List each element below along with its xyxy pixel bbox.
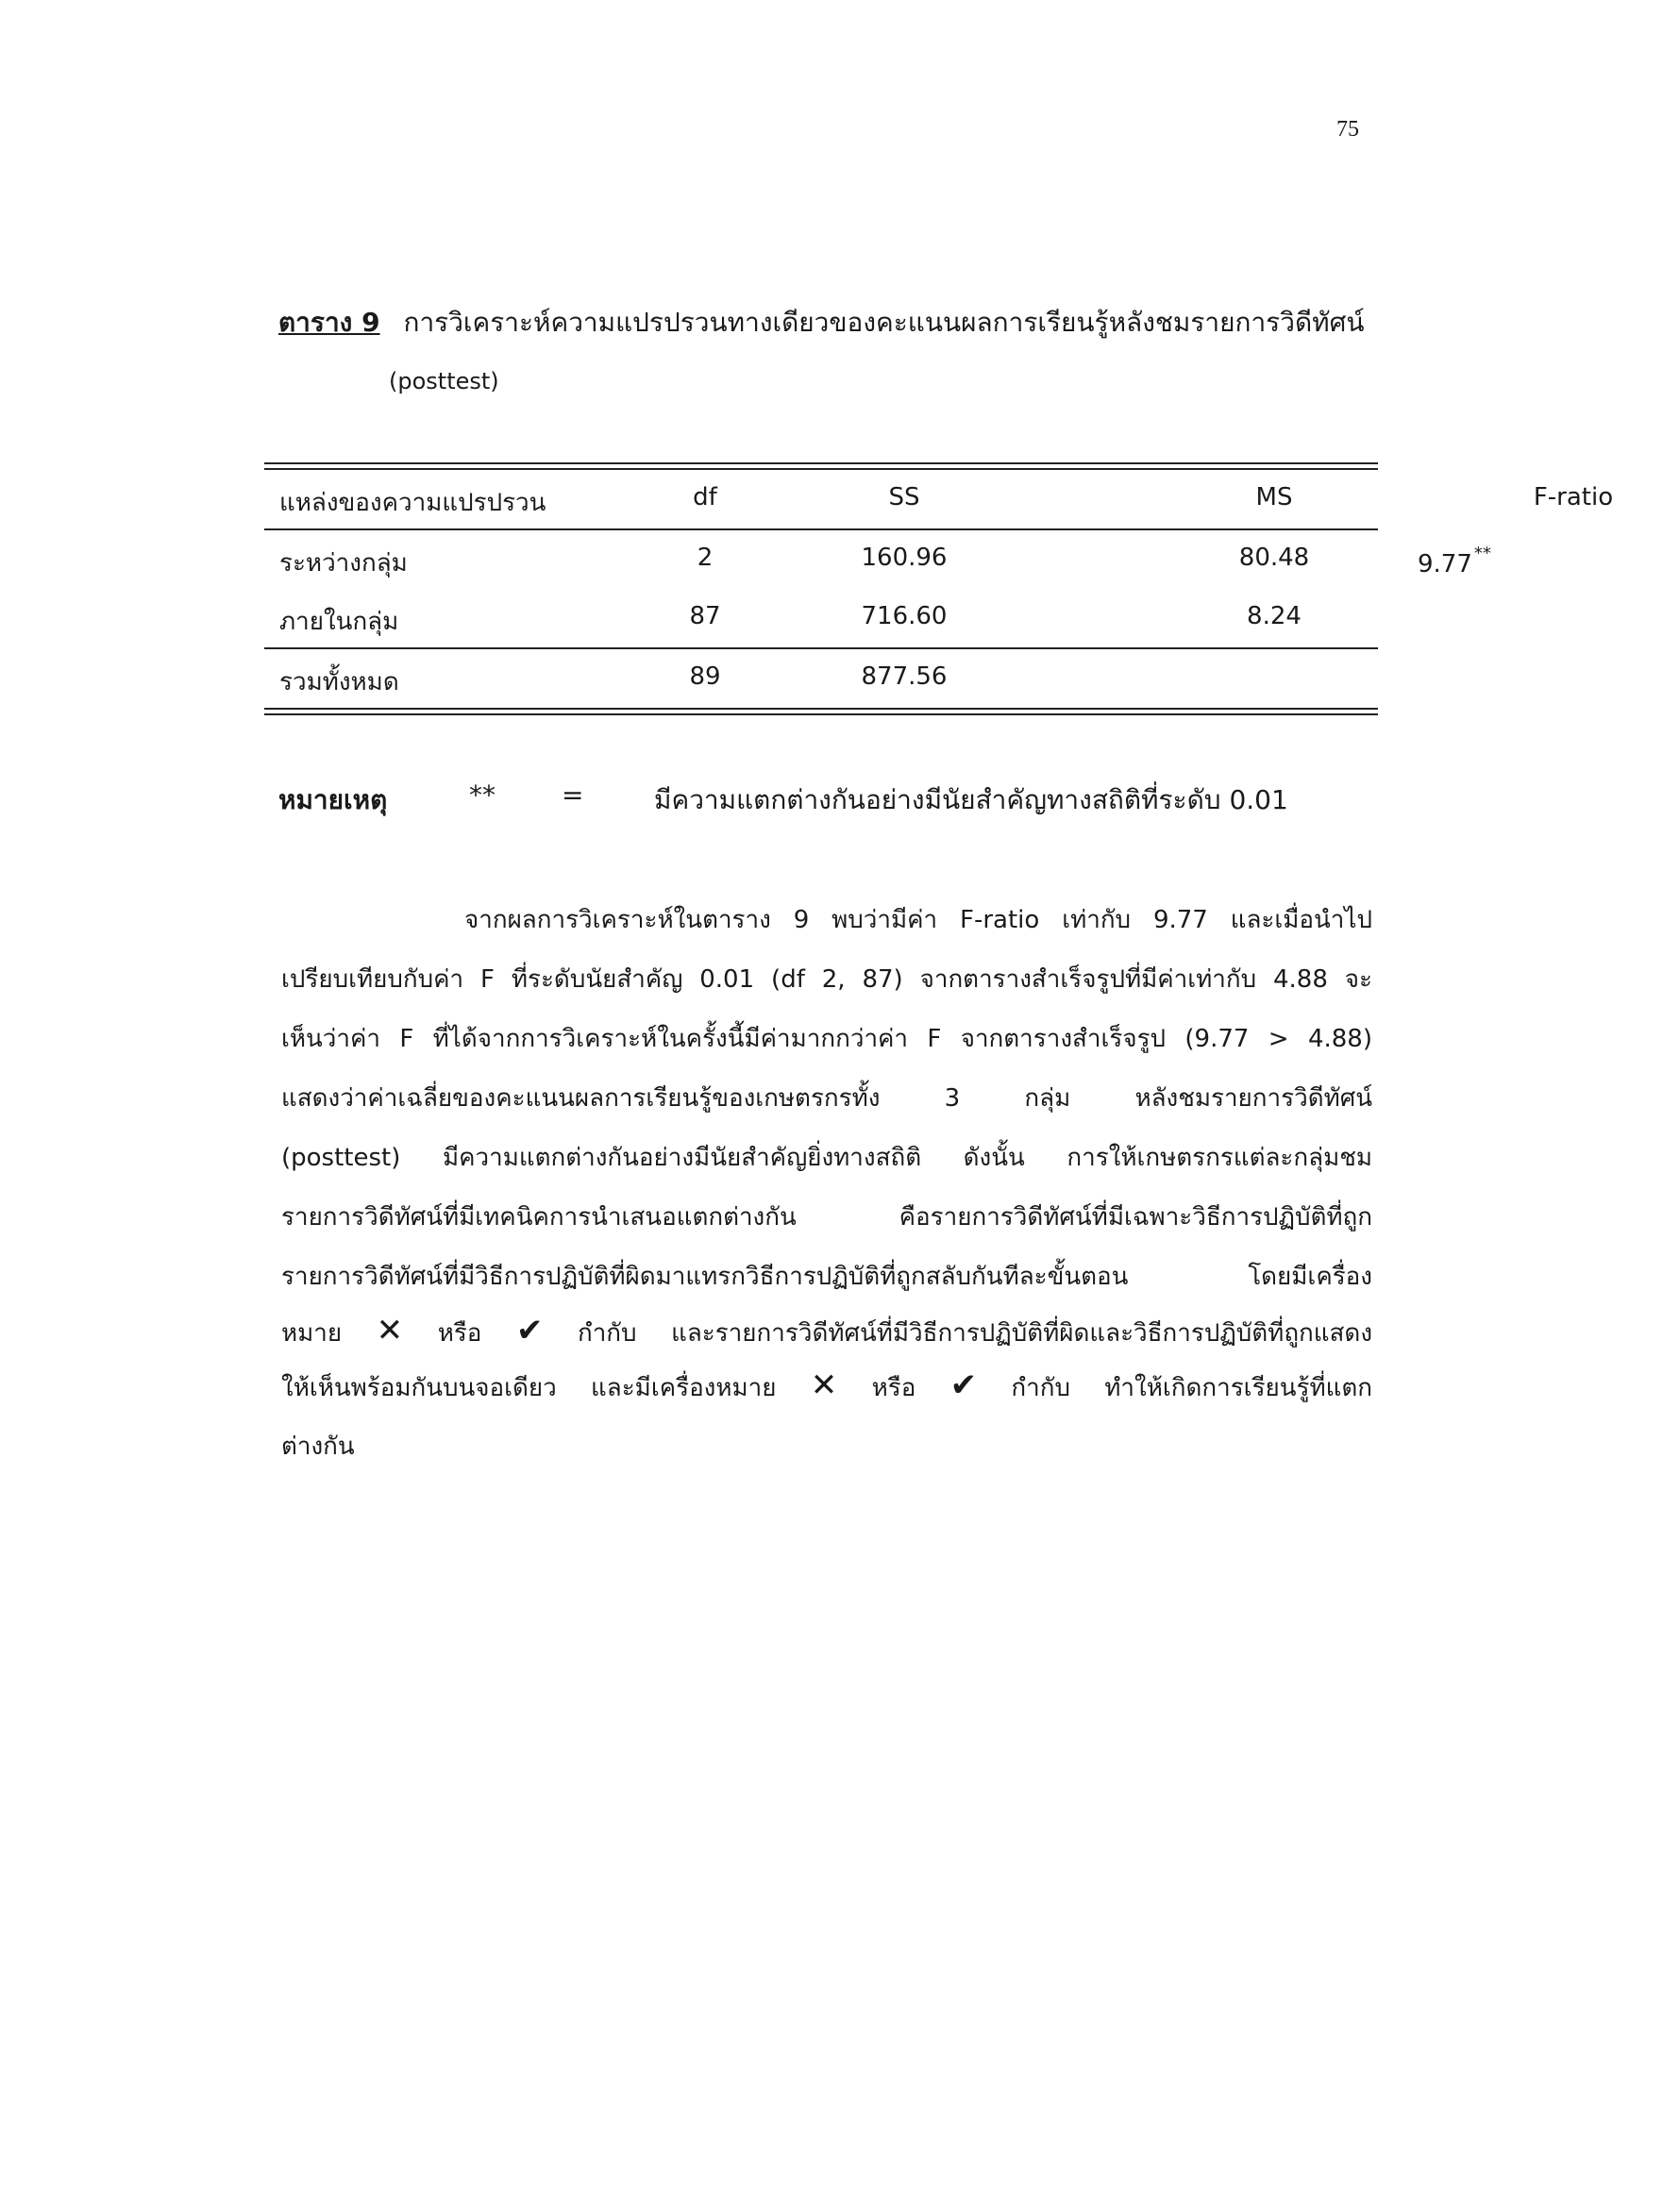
- significance-marker: **: [1473, 544, 1491, 563]
- line-text: หรือ: [437, 1319, 482, 1348]
- anova-table: [264, 462, 1614, 715]
- table-row: [264, 649, 1378, 708]
- row-df: 87: [689, 602, 721, 630]
- paragraph-line: เห็นว่าค่า F ที่ได้จากการวิเคราะห์ในครั้งนี้มีค่ามากกว่าค่า F จากตารางสำเร็จรูป (9.77 > 4.88): [281, 1025, 1372, 1053]
- row-source: ภายในกลุ่ม: [279, 608, 399, 636]
- table-caption-label: ตาราง 9: [278, 307, 380, 338]
- line-text: ให้เห็นพร้อมกันบนจอเดียว และมีเครื่องหมาย: [281, 1374, 777, 1402]
- row-source: รวมทั้งหมด: [279, 668, 399, 696]
- line-text: กำกับ และรายการวิดีทัศน์ที่มีวิธีการปฏิบัติที่ผิดและวิธีการปฏิบัติที่ถูกแสดง: [577, 1319, 1373, 1348]
- table-row: [264, 589, 1378, 647]
- note-label: หมายเหตุ: [278, 784, 388, 815]
- row-ss: 716.60: [861, 602, 948, 630]
- paragraph-line: รายการวิดีทัศน์ที่มีเทคนิคการนำเสนอแตกต่างกัน คือรายการวิดีทัศน์ที่มีเฉพาะวิธีการปฏิบัติที่ถูก: [281, 1203, 1372, 1232]
- table-caption-title: การวิเคราะห์ความแปรปรวนทางเดียวของคะแนนผลการเรียนรู้หลังชมรายการวิดีทัศน์: [403, 307, 1365, 338]
- check-mark-icon: ✔: [515, 1312, 544, 1349]
- paragraph-line: (posttest) มีความแตกต่างกันอย่างมีนัยสำคัญยิ่งทางสถิติ ดังนั้น การให้เกษตรกรแต่ละกลุ่มชม: [281, 1144, 1372, 1172]
- header-source: แหล่งของความแปรปรวน: [279, 489, 546, 517]
- paragraph-line: [281, 1312, 1372, 1349]
- paragraph-line: รายการวิดีทัศน์ที่มีวิธีการปฏิบัติที่ผิดมาแทรกวิธีการปฏิบัติที่ถูกสลับกันทีละขั้นตอน โดยมีเครื่อง: [281, 1263, 1372, 1291]
- line-text: หมาย: [281, 1319, 343, 1348]
- note-equals: =: [562, 779, 584, 811]
- check-mark-icon: ✔: [949, 1366, 978, 1404]
- note-text: มีความแตกต่างกันอย่างมีนัยสำคัญทางสถิติที่ระดับ 0.01: [654, 784, 1288, 815]
- f-ratio-value: 9.77: [1418, 550, 1472, 578]
- row-df: 2: [697, 544, 714, 572]
- table-caption-subtitle: (posttest): [389, 368, 499, 394]
- row-ms: 80.48: [1238, 544, 1310, 572]
- row-source: ระหว่างกลุ่ม: [279, 549, 408, 578]
- row-ss: 160.96: [861, 544, 948, 572]
- table-caption: [278, 302, 1373, 344]
- header-f-ratio: F-ratio: [1533, 483, 1614, 511]
- line-text: หรือ: [871, 1374, 916, 1402]
- cross-mark-icon: ✕: [376, 1312, 404, 1349]
- table-note: [278, 779, 1373, 817]
- row-df: 89: [689, 662, 721, 691]
- row-f-ratio: [1418, 544, 1531, 578]
- line-text: กำกับ ทำให้เกิดการเรียนรู้ที่แตก: [1011, 1374, 1373, 1402]
- paragraph-line: ต่างกัน: [281, 1433, 355, 1461]
- table-bottom-rule: [264, 708, 1378, 715]
- paragraph-line: แสดงว่าค่าเฉลี่ยของคะแนนผลการเรียนรู้ของเกษตรกรทั้ง 3 กลุ่ม หลังชมรายการวิดีทัศน์: [281, 1084, 1372, 1113]
- note-symbol: **: [469, 779, 496, 811]
- table-top-rule: [264, 462, 1378, 470]
- cross-mark-icon: ✕: [810, 1366, 838, 1404]
- header-ms: MS: [1255, 483, 1293, 511]
- row-ms: 8.24: [1247, 602, 1302, 630]
- table-row: [264, 530, 1491, 589]
- paragraph-line: เปรียบเทียบกับค่า F ที่ระดับนัยสำคัญ 0.01 (df 2, 87) จากตารางสำเร็จรูปที่มีค่าเท่ากับ 4.88 จะ: [281, 965, 1372, 994]
- header-df: df: [693, 483, 717, 511]
- header-ss: SS: [888, 483, 920, 511]
- table-header-row: [264, 470, 1614, 528]
- paragraph-line: จากผลการวิเคราะห์ในตาราง 9 พบว่ามีค่า F-ratio เท่ากับ 9.77 และเมื่อนำไป: [464, 906, 1372, 934]
- page-number: 75: [1336, 117, 1359, 142]
- row-ss: 877.56: [861, 662, 948, 691]
- paragraph-line: [281, 1366, 1372, 1404]
